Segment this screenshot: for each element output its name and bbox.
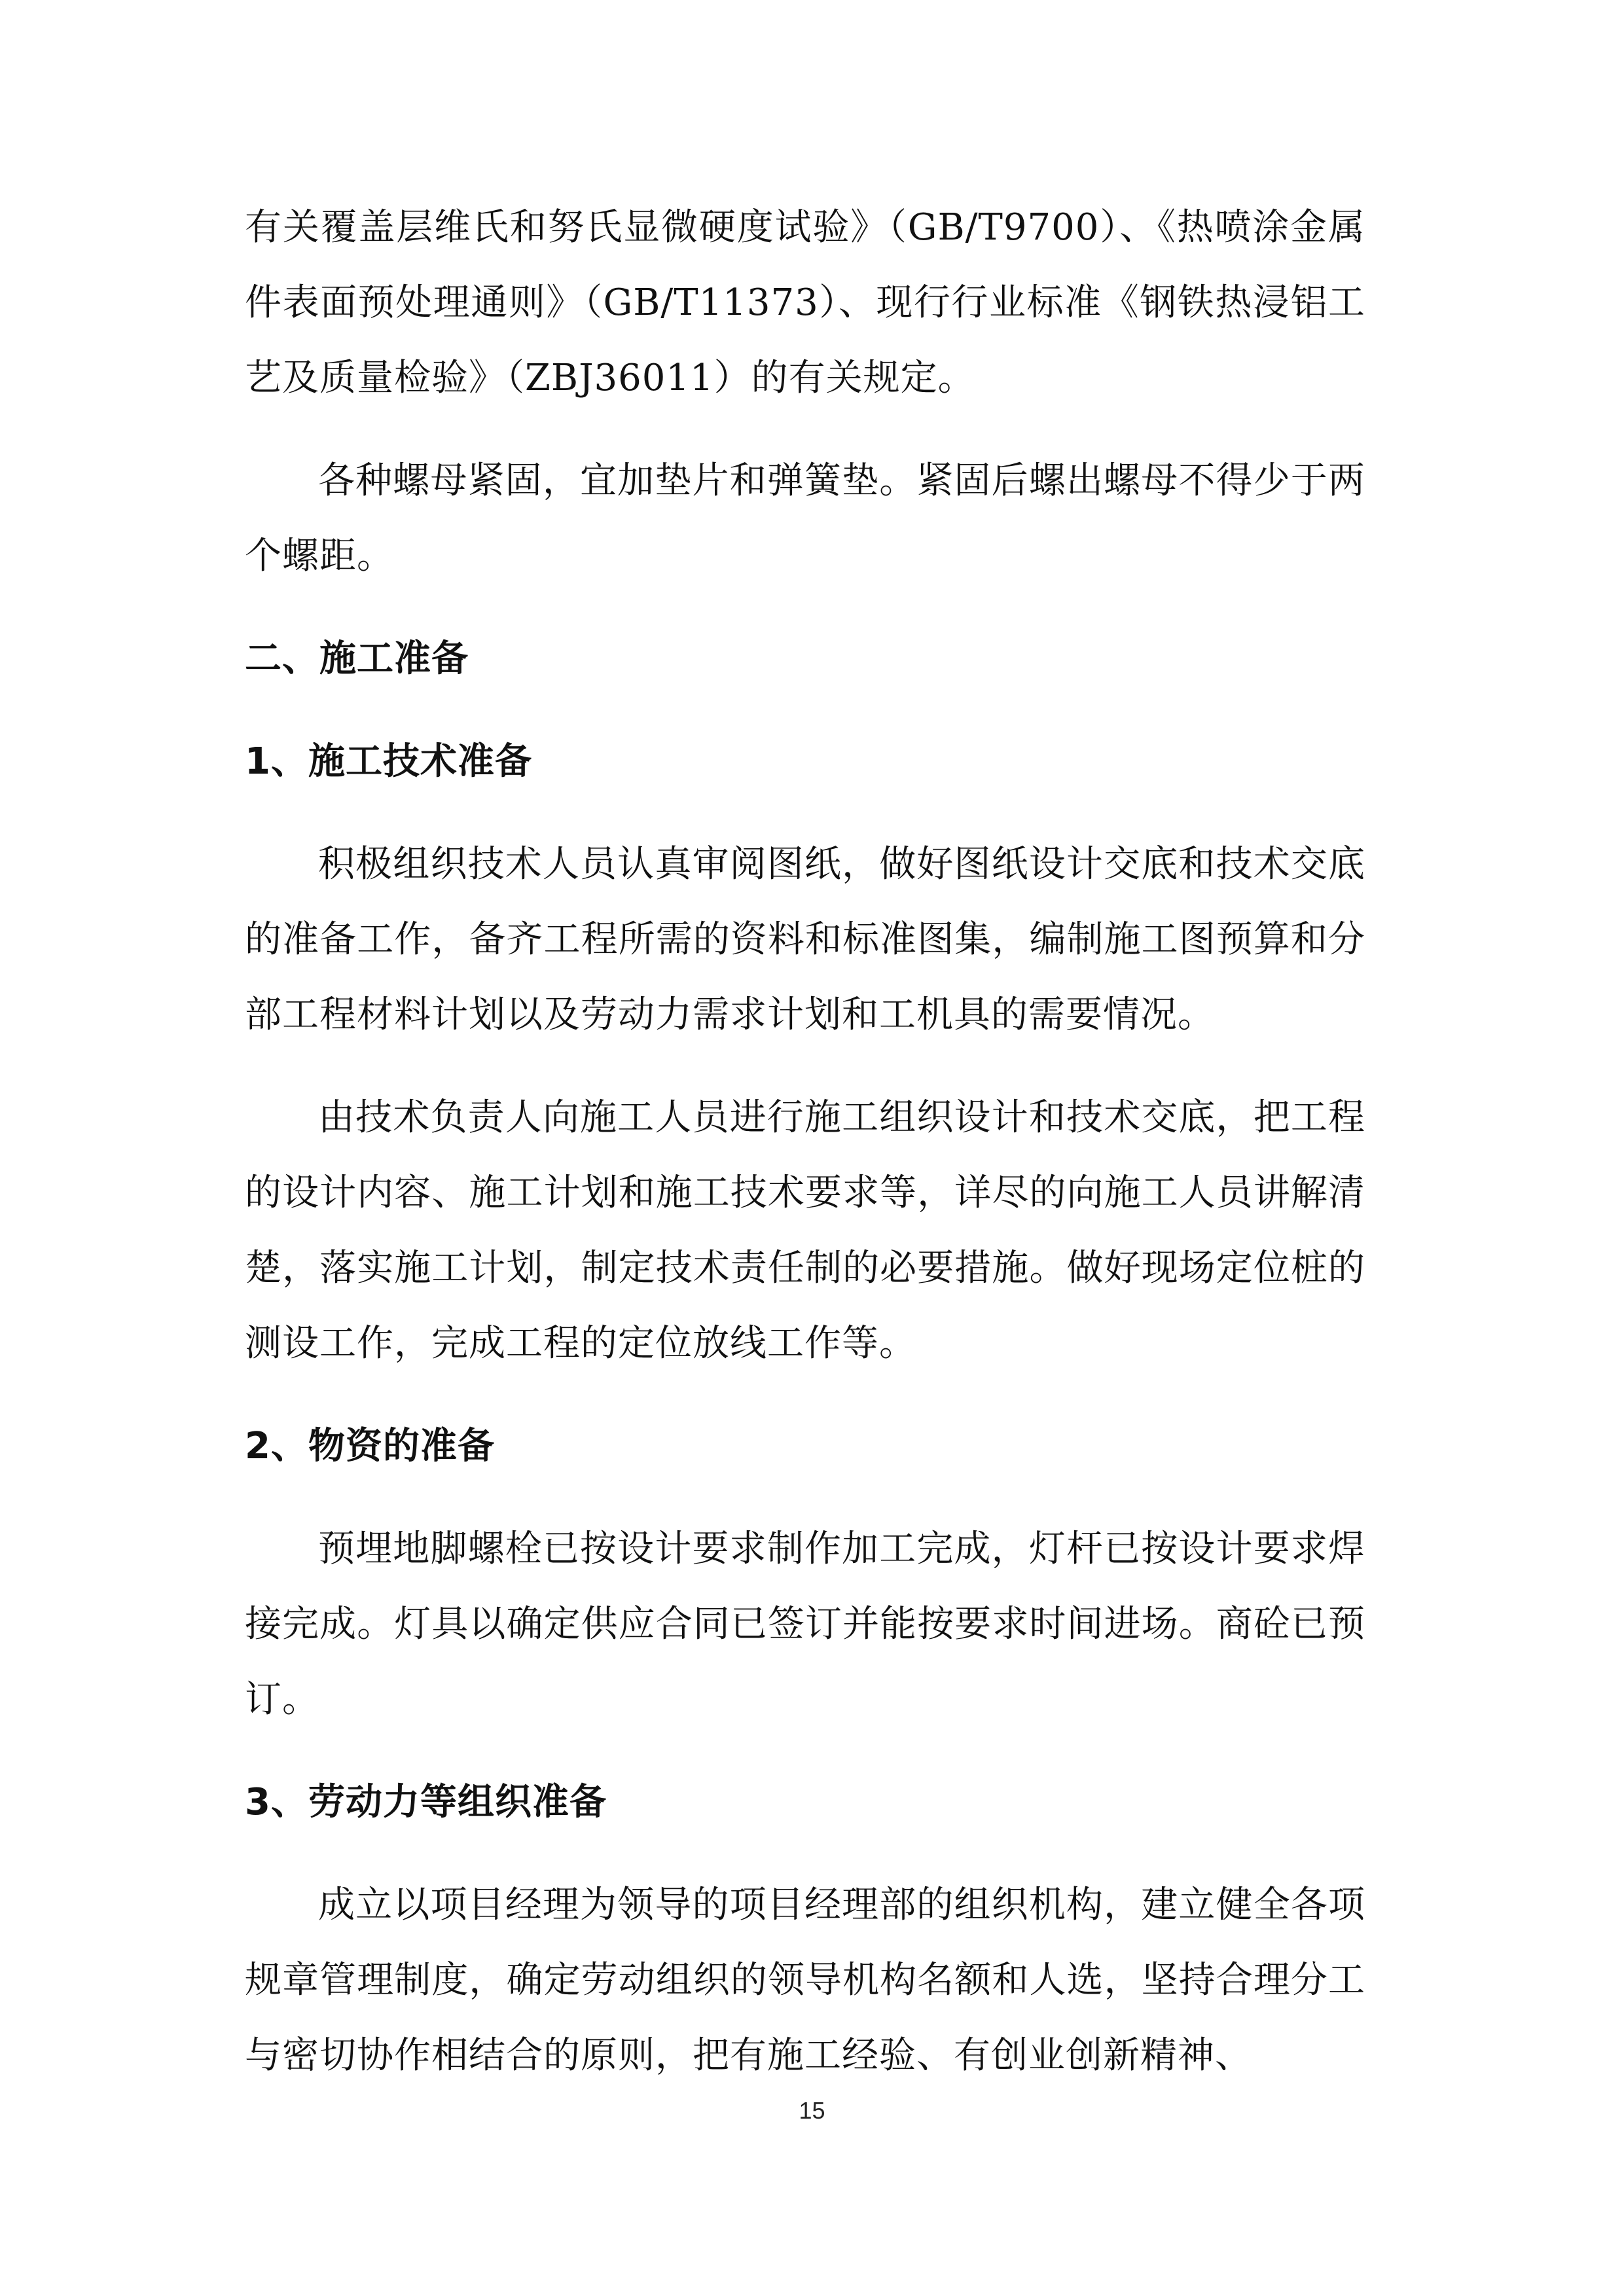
paragraph-technical-briefing: 由技术负责人向施工人员进行施工组织设计和技术交底，把工程的设计内容、施工计划和施工技术要求等，详尽的向施工人员讲解清楚，落实施工计划，制定技术责任制的必要措施。做好现场定位桩的测设工作，完成工程的定位放线工作等。 [245,1096,1365,1365]
subsection-heading-technical-preparation: 1、施工技术准备 [245,740,532,783]
subsection-heading-labor-preparation: 3、劳动力等组织准备 [245,1781,607,1823]
subsection-heading-material-preparation: 2、物资的准备 [245,1425,495,1467]
paragraph-drawing-review: 积极组织技术人员认真审阅图纸，做好图纸设计交底和技术交底的准备工作，备齐工程所需的资料和标准图集，编制施工图预算和分部工程材料计划以及劳动力需求计划和工机具的需要情况。 [245,843,1365,1036]
paragraph-organization: 成立以项目经理为领导的项目经理部的组织机构，建立健全各项规章管理制度，确定劳动组织的领导机构名额和人选，坚持合理分工与密切协作相结合的原则，把有施工经验、有创业创新精神、 [245,1884,1365,2077]
paragraph-standards-continuation: 有关覆盖层维氏和努氏显微硬度试验》（GB/T9700）、《热喷涂金属件表面预处理通则》（GB/T11373）、现行行业标准《钢铁热浸铝工艺及质量检验》（ZBJ36011）的有关规定。 [245,206,1365,399]
paragraph-nut-fastening: 各种螺母紧固，宜加垫片和弹簧垫。紧固后螺出螺母不得少于两个螺距。 [245,459,1365,577]
section-heading-construction-preparation: 二、施工准备 [245,637,469,680]
paragraph-materials: 预埋地脚螺栓已按设计要求制作加工完成，灯杆已按设计要求焊接完成。灯具以确定供应合同已签订并能按要求时间进场。商砼已预订。 [245,1528,1365,1721]
page-number: 15 [799,2097,825,2124]
page-body [245,190,1365,2121]
